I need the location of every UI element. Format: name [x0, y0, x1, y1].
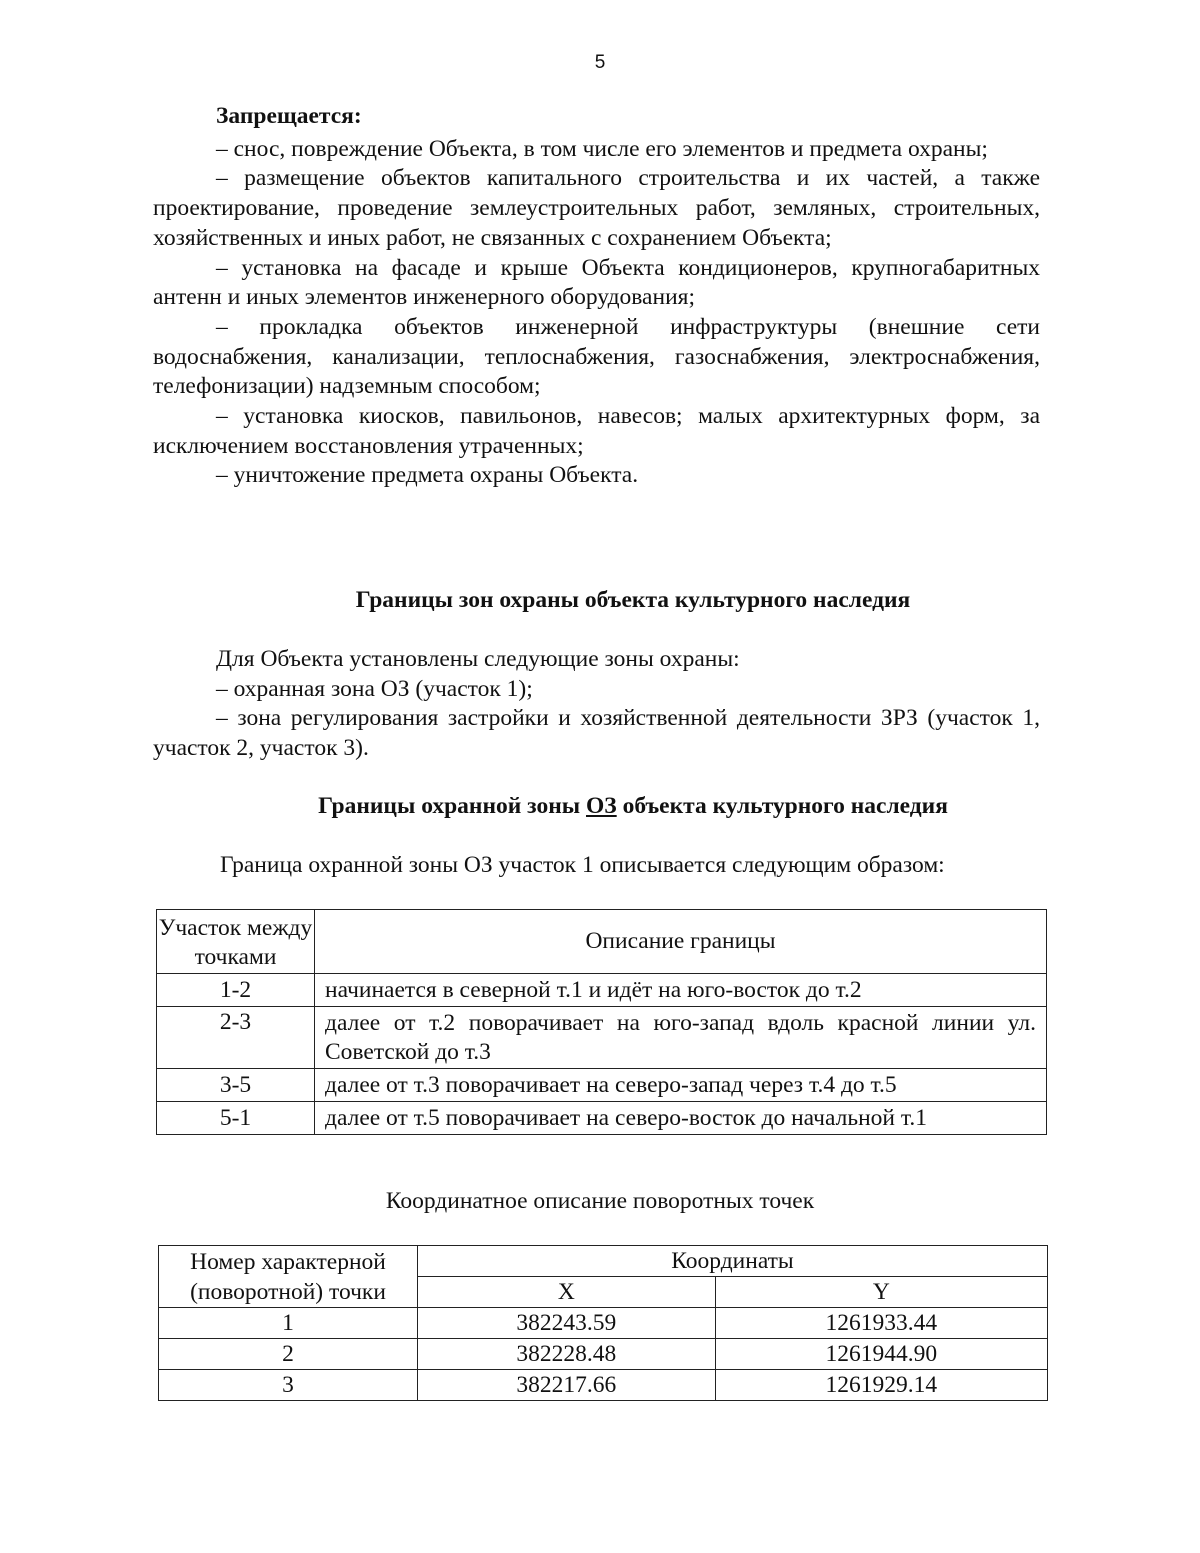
prohibition-item: – размещение объектов капитального строительства и их частей, а также проектирование, проведение землеустроительных работ, земляных, строительных, хозяйственных и иных работ, не связанных с сохранением Объекта;	[153, 165, 1040, 251]
point-cell: 1	[159, 1308, 418, 1339]
header-coords: Координаты	[418, 1246, 1048, 1277]
y-cell: 1261929.14	[715, 1370, 1047, 1401]
table-row	[157, 974, 1047, 1007]
x-cell: 382228.48	[418, 1339, 716, 1370]
prohibitions-block	[153, 102, 1040, 491]
oz-heading-part: объекта культурного наследия	[616, 793, 948, 819]
description-cell: начинается в северной т.1 и идёт на юго-восток до т.2	[315, 974, 1047, 1007]
header-x: X	[418, 1277, 716, 1308]
oz-heading	[153, 793, 1113, 820]
prohibition-item: – уничтожение предмета охраны Объекта.	[216, 462, 639, 489]
segment-cell: 5-1	[157, 1102, 315, 1135]
segment-cell: 1-2	[157, 974, 315, 1007]
oz-heading-part: Границы охранной зоны	[318, 793, 586, 819]
zones-intro: Для Объекта установлены следующие зоны охраны:	[216, 646, 740, 672]
page-number: 5	[594, 52, 606, 73]
prohibition-item: – снос, повреждение Объекта, в том числе его элементов и предмета охраны;	[216, 135, 988, 162]
table-row	[159, 1308, 1048, 1339]
table-row	[157, 1069, 1047, 1102]
table-row	[157, 1007, 1047, 1069]
boundary-table	[156, 909, 1047, 1135]
header-segment: Участок между точками	[157, 910, 315, 974]
point-cell: 2	[159, 1339, 418, 1370]
segment-cell: 3-5	[157, 1069, 315, 1102]
zone-item: – зона регулирования застройки и хозяйственной деятельности ЗРЗ (участок 1, участок 2, участок 3).	[153, 705, 1040, 762]
description-cell: далее от т.3 поворачивает на северо-запад через т.4 до т.5	[315, 1069, 1047, 1102]
oz-heading-underlined: ОЗ	[586, 793, 617, 819]
zone-item: – охранная зона ОЗ (участок 1);	[216, 675, 533, 702]
header-point: Номер характерной (поворотной) точки	[159, 1246, 418, 1308]
x-cell: 382217.66	[418, 1370, 716, 1401]
zones-block	[153, 645, 1040, 764]
table-row	[159, 1370, 1048, 1401]
table-row	[157, 1102, 1047, 1135]
coords-caption: Координатное описание поворотных точек	[385, 1188, 815, 1214]
zones-heading: Границы зон охраны объекта культурного наследия	[355, 587, 911, 613]
prohibitions-title: Запрещается:	[216, 103, 362, 129]
y-cell: 1261933.44	[715, 1308, 1047, 1339]
table-header-row	[159, 1246, 1048, 1277]
prohibition-item: – установка киосков, павильонов, навесов; малых архитектурных форм, за исключением восстановления утраченных;	[153, 403, 1040, 459]
table-row	[159, 1339, 1048, 1370]
header-description: Описание границы	[315, 910, 1047, 974]
point-cell: 3	[159, 1370, 418, 1401]
prohibition-item: – прокладка объектов инженерной инфраструктуры (внешние сети водоснабжения, канализации, теплоснабжения, газоснабжения, электроснабжения, телефонизации) надземным способом;	[153, 313, 1040, 400]
description-cell: далее от т.2 поворачивает на юго-запад вдоль красной линии ул. Советской до т.3	[315, 1007, 1047, 1069]
segment-cell: 2-3	[157, 1007, 315, 1069]
coords-table	[158, 1245, 1048, 1401]
description-cell: далее от т.5 поворачивает на северо-восток до начальной т.1	[315, 1102, 1047, 1135]
boundary-caption: Граница охранной зоны ОЗ участок 1 описывается следующим образом:	[220, 852, 945, 878]
y-cell: 1261944.90	[715, 1339, 1047, 1370]
table-header-row	[157, 910, 1047, 974]
prohibition-item: – установка на фасаде и крыше Объекта кондиционеров, крупногабаритных антенн и иных элементов инженерного оборудования;	[153, 254, 1040, 311]
header-y: Y	[715, 1277, 1047, 1308]
x-cell: 382243.59	[418, 1308, 716, 1339]
